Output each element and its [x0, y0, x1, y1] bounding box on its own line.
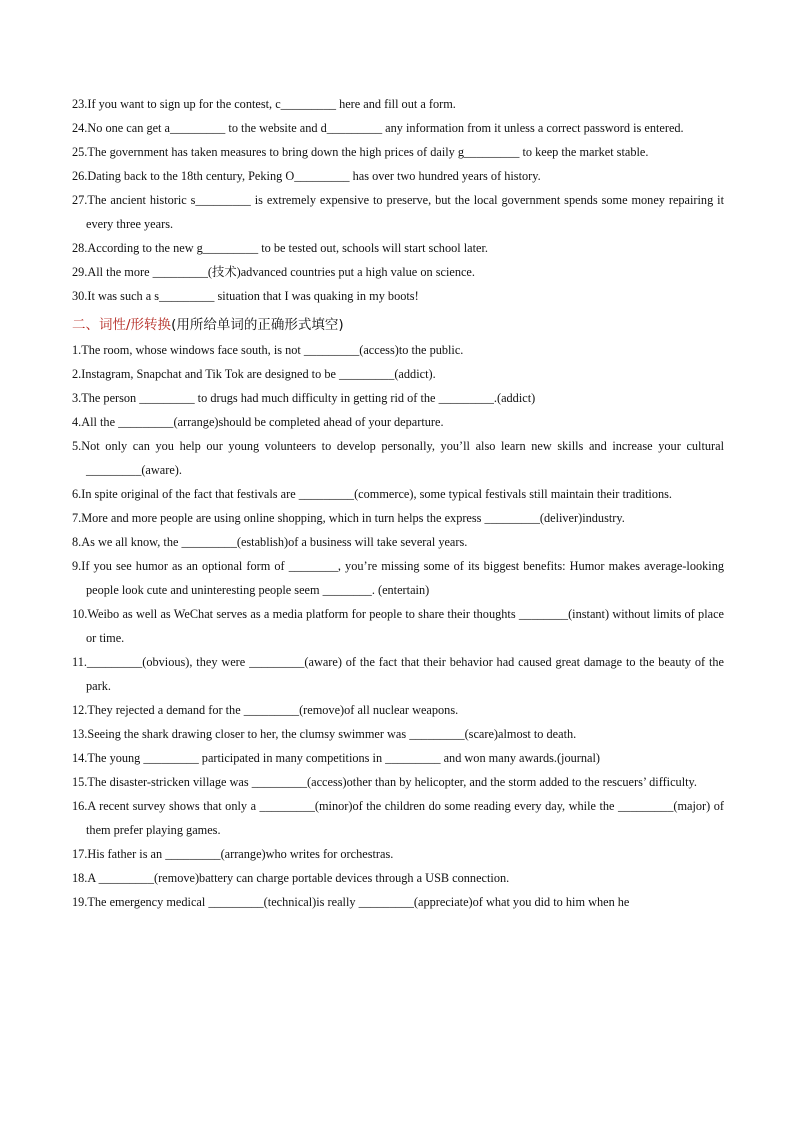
exercise-10: 10.Weibo as well as WeChat serves as a media platform for people to share their thoughts ________(instant) without limits of place or time.	[72, 607, 724, 645]
exercise-4: 4.All the _________(arrange)should be completed ahead of your departure.	[72, 415, 444, 429]
exercise-5: 5.Not only can you help our young volunteers to develop personally, you’ll also learn new skills and increase your cultural _________(aware).	[72, 439, 724, 477]
exercise-7: 7.More and more people are using online shopping, which in turn helps the express _________(deliver)industry.	[72, 511, 625, 525]
exercise-17: 17.His father is an _________(arrange)who writes for orchestras.	[72, 847, 394, 861]
question-25: 25.The government has taken measures to bring down the high prices of daily g_________ to keep the market stable.	[72, 145, 649, 159]
exercise-9: 9.If you see humor as an optional form of ________, you’re missing some of its biggest benefits: Humor makes average-looking people look cute and uninteresting people seem ________. (entertain)	[72, 559, 724, 597]
exercise-19: 19.The emergency medical _________(technical)is really _________(appreciate)of what you did to him when he	[72, 895, 630, 909]
section-instruction: (用所给单词的正确形式填空)	[171, 317, 344, 333]
worksheet-page	[72, 92, 724, 914]
exercise-12: 12.They rejected a demand for the _________(remove)of all nuclear weapons.	[72, 703, 459, 717]
question-23: 23.If you want to sign up for the contest, c_________ here and fill out a form.	[72, 97, 456, 111]
section-heading	[72, 312, 724, 338]
question-29: 29.All the more _________(技术)advanced countries put a high value on science.	[72, 265, 475, 279]
question-26: 26.Dating back to the 18th century, Peking O_________ has over two hundred years of history.	[72, 169, 541, 183]
part2-list	[72, 338, 724, 914]
exercise-11: 11._________(obvious), they were _________(aware) of the fact that their behavior had caused great damage to the beauty of the park.	[72, 655, 724, 693]
exercise-16: 16.A recent survey shows that only a _________(minor)of the children do some reading every day, while the _________(major) of them prefer playing games.	[72, 799, 724, 837]
question-24: 24.No one can get a_________ to the website and d_________ any information from it unless a correct password is entered.	[72, 121, 684, 135]
exercise-3: 3.The person _________ to drugs had much difficulty in getting rid of the _________.(addict)	[72, 391, 536, 405]
question-30: 30.It was such a s_________ situation that I was quaking in my boots!	[72, 289, 419, 303]
exercise-6: 6.In spite original of the fact that festivals are _________(commerce), some typical festivals still maintain their traditions.	[72, 487, 672, 501]
exercise-14: 14.The young _________ participated in many competitions in _________ and won many awards.(journal)	[72, 751, 600, 765]
exercise-2: 2.Instagram, Snapchat and Tik Tok are designed to be _________(addict).	[72, 367, 436, 381]
exercise-8: 8.As we all know, the _________(establish)of a business will take several years.	[72, 535, 468, 549]
exercise-13: 13.Seeing the shark drawing closer to her, the clumsy swimmer was _________(scare)almost to death.	[72, 727, 577, 741]
question-28: 28.According to the new g_________ to be tested out, schools will start school later.	[72, 241, 488, 255]
question-27: 27.The ancient historic s_________ is extremely expensive to preserve, but the local government spends some money repairing it every three years.	[72, 193, 724, 231]
exercise-1: 1.The room, whose windows face south, is not _________(access)to the public.	[72, 343, 464, 357]
exercise-18: 18.A _________(remove)battery can charge portable devices through a USB connection.	[72, 871, 510, 885]
part1-list	[72, 92, 724, 308]
exercise-15: 15.The disaster-stricken village was _________(access)other than by helicopter, and the storm added to the rescuers’ difficulty.	[72, 775, 697, 789]
section-title: 二、词性/形转换	[72, 317, 172, 333]
